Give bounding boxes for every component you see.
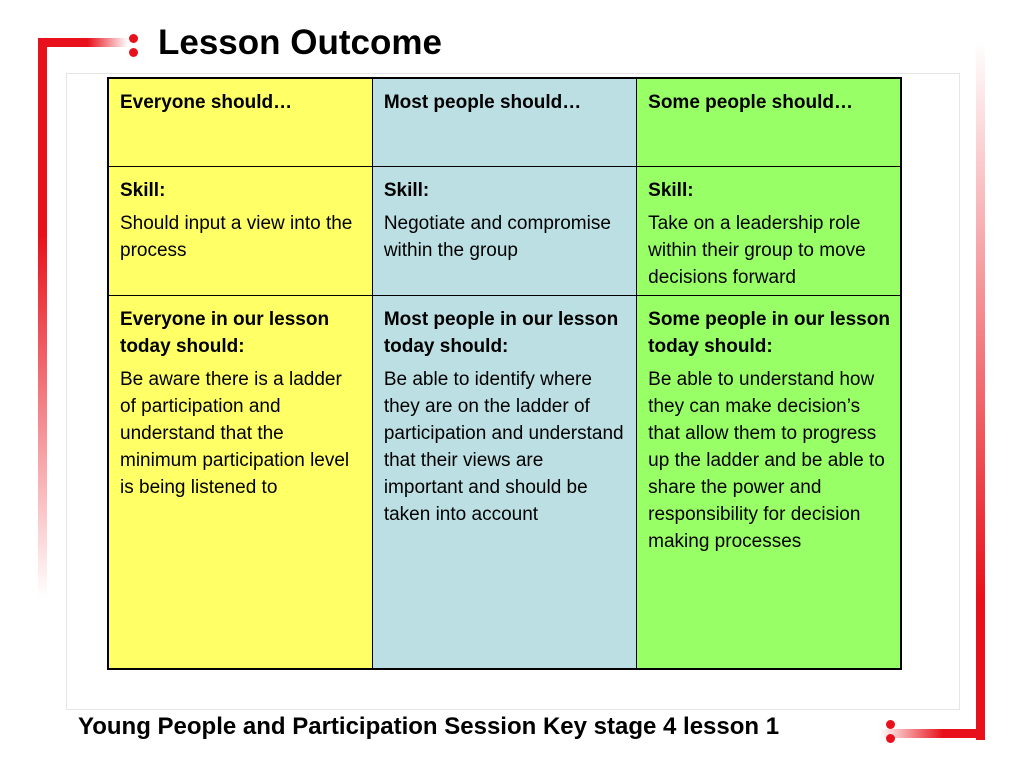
lesson-text-everyone: Be aware there is a ladder of participation and understand that the minimum participation level is being listened to [120,369,350,498]
header-cell-some [637,78,901,167]
table-header-row [108,78,901,167]
skill-heading: Skill: [383,180,430,201]
lesson-cell-most [372,296,636,670]
lesson-outcome-table [107,77,902,670]
skill-heading: Skill: [120,180,166,201]
lesson-heading-some: Some people in our lesson today should: [648,309,890,357]
skill-cell-some [637,167,901,296]
slide-title: Lesson Outcome [158,23,442,62]
header-cell-everyone [108,78,372,167]
table-row-skill [108,167,901,296]
header-most: Most people should… [383,92,582,113]
frame-bar-right [976,40,985,740]
table-row-lesson [108,296,901,670]
lesson-text-most: Be able to identify where they are on the ladder of participation and understand that their views are important and should be taken into account [383,369,624,525]
frame-bar-bottom [880,729,985,738]
skill-text-most: Negotiate and compromise within the group [383,213,611,261]
lesson-heading-most: Most people in our lesson today should: [383,309,619,357]
lesson-heading-everyone: Everyone in our lesson today should: [120,309,330,357]
skill-text-everyone: Should input a view into the process [120,213,353,261]
frame-bar-top [38,38,128,47]
colon-bullet-icon [886,720,895,748]
colon-bullet-icon [129,34,138,62]
skill-cell-most [372,167,636,296]
slide-footer: Young People and Participation Session Key stage 4 lesson 1 [78,713,780,740]
frame-bar-left [38,38,47,598]
header-cell-most [372,78,636,167]
lesson-cell-some [637,296,901,670]
header-some: Some people should… [648,92,853,113]
lesson-text-some: Be able to understand how they can make decision’s that allow them to progress up the ladder and be able to share the power and responsibility for decision making processes [648,369,885,552]
header-everyone: Everyone should… [120,92,293,113]
skill-text-some: Take on a leadership role within their group to move decisions forward [648,213,866,288]
skill-cell-everyone [108,167,372,296]
skill-heading: Skill: [648,180,694,201]
lesson-cell-everyone [108,296,372,670]
